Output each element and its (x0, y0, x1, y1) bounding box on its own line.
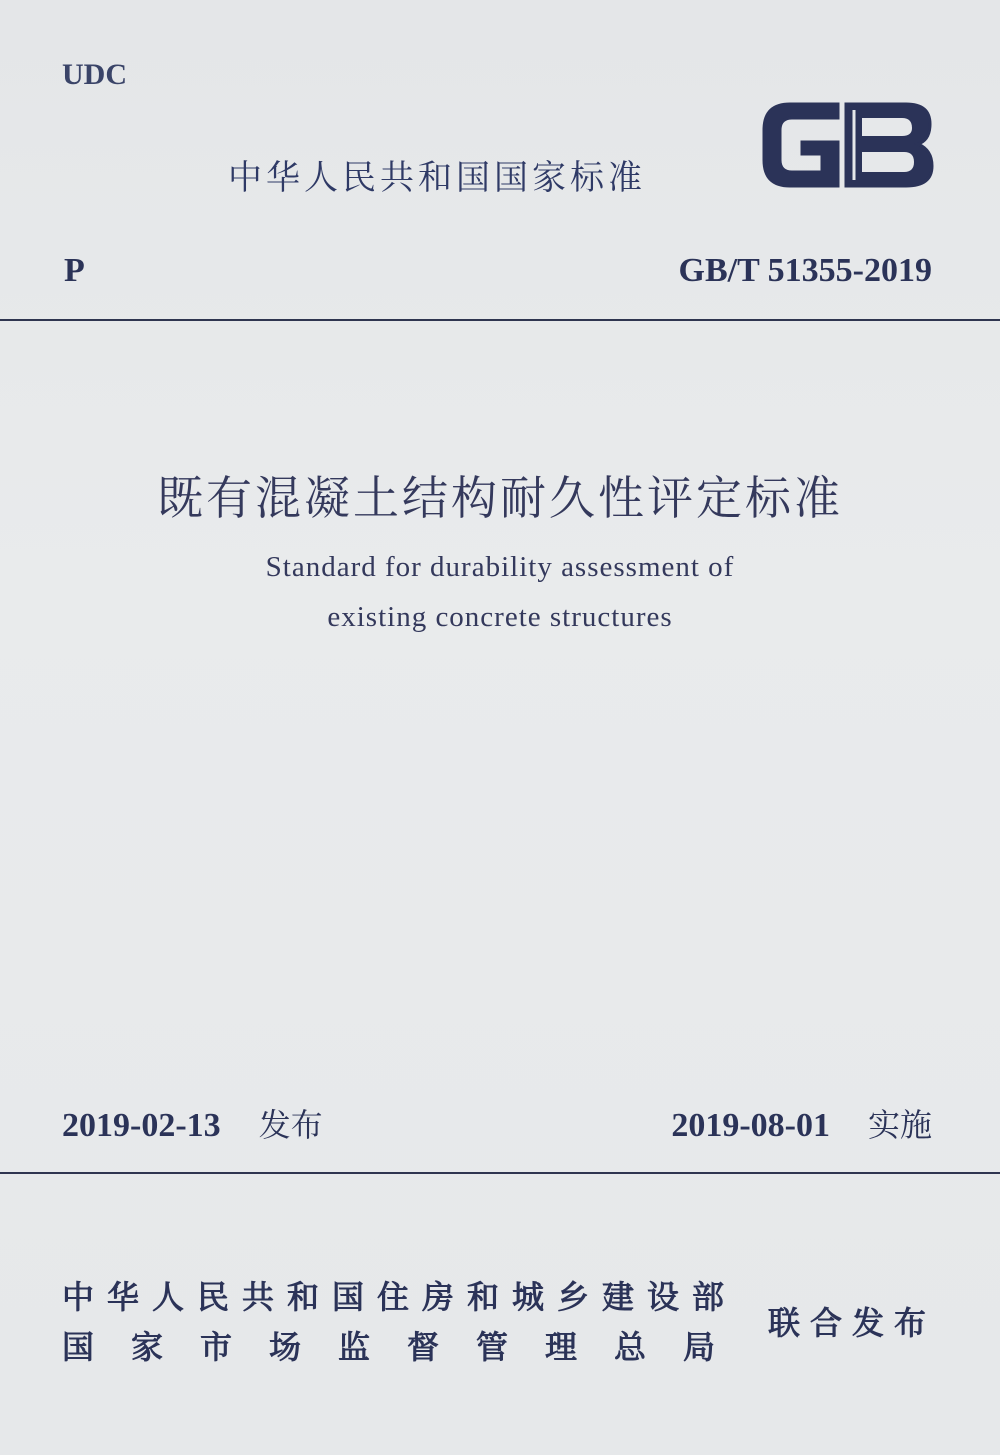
national-standard-heading: 中华人民共和国国家标准 (228, 158, 646, 198)
top-divider (0, 319, 1000, 321)
gb-logo (760, 100, 936, 190)
joint-issue-label: 联合发布 (768, 1304, 937, 1342)
title-english-line1: Standard for durability assessment of (265, 551, 735, 583)
issuer-administration: 国家市场监督管理总局 (62, 1328, 753, 1366)
effective-date: 2019-08-01 (671, 1107, 830, 1144)
title-english-line2: existing concrete structures (327, 601, 673, 633)
title-chinese: 既有混凝土结构耐久性评定标准 (157, 471, 843, 525)
bottom-divider (0, 1172, 1000, 1174)
issue-label: 发布 (258, 1106, 323, 1144)
standard-code: GB/T 51355-2019 (678, 252, 932, 289)
title-english (0, 542, 1000, 642)
effective-label: 实施 (867, 1106, 932, 1144)
udc-label: UDC (62, 58, 127, 91)
issue-date: 2019-02-13 (62, 1107, 221, 1144)
category-code: P (64, 252, 85, 289)
issue-date-block (62, 1100, 323, 1146)
effective-date-block (671, 1100, 932, 1146)
issuer-ministry: 中华人民共和国住房和城乡建设部 (62, 1278, 738, 1316)
